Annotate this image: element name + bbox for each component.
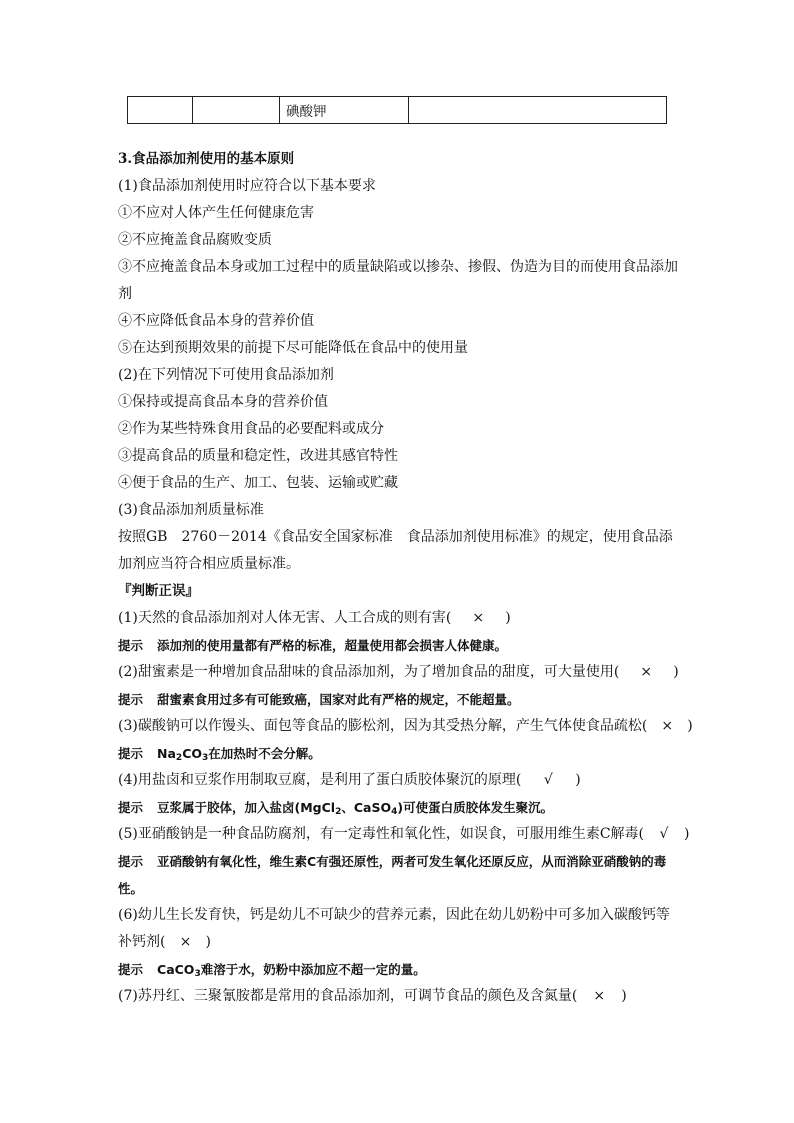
hint-text: 亚硝酸钠有氧化性，维生素C有强还原性，两者可发生氧化还原反应，从而消除亚硝酸钠的毒性。 [118,854,667,896]
close-paren: ) [505,610,511,626]
section-title: 3.食品添加剂使用的基本原则 [118,151,295,167]
judge-question [118,983,680,1010]
hint-text: 甜蜜素食用过多有可能致癌，国家对此有严格的规定，不能超量。 [157,692,520,707]
hint-text: Na [157,746,176,761]
close-paren: ) [684,826,690,842]
additive-table-fragment [127,96,667,124]
answer-mark: × [661,718,674,734]
list-item: ④不应降低食品本身的营养价值 [118,313,314,329]
list-item: ③不应掩盖食品本身或加工过程中的质量缺陷或以掺杂、掺假、伪造为目的而使用食品添加剂 [118,259,678,302]
subsection-heading: (3)食品添加剂质量标准 [118,502,264,518]
hint-text: CO [182,746,202,761]
answer-mark: √ [543,772,553,788]
table-cell [193,97,280,124]
list-item: ①保持或提高食品本身的营养价值 [118,394,328,410]
question-text: (7)苏丹红、三聚氰胺都是常用的食品添加剂，可调节食品的颜色及含氮量( [118,988,578,1004]
table-row [128,97,667,124]
table-cell [409,97,667,124]
document-body [118,146,693,1010]
table-cell [128,97,193,124]
hint-label: 提示 [118,962,144,977]
list-item: ④便于食品的生产、加工、包装、运输或贮藏 [118,475,398,491]
answer-mark: × [472,610,485,626]
hint-text: )可使蛋白质胶体发生聚沉。 [397,800,554,815]
subscript: 3 [202,753,209,763]
hint-text: 、CaSO [341,800,392,815]
close-paren: ) [687,718,693,734]
question-text: (1)天然的食品添加剂对人体无害、人工合成的则有害( [118,610,452,626]
answer-mark: √ [659,826,669,842]
hint-text: 豆浆属于胶体，加入盐卤(MgCl [157,800,336,815]
hint-text: 添加剂的使用量都有严格的标准，超量使用都会损害人体健康。 [157,638,508,653]
question-text: (3)碳酸钠可以作馒头、面包等食品的膨松剂，因为其受热分解，产生气体使食品疏松( [118,718,648,734]
question-text: (4)用盐卤和豆浆作用制取豆腐，是利用了蛋白质胶体聚沉的原理( [118,772,522,788]
paragraph: 按照GB 2760－2014《食品安全国家标准 食品添加剂使用标准》的规定，使用食品添加剂应当符合相应质量标准。 [118,529,673,572]
judge-question [118,713,693,740]
judge-section-title: 『判断正误』 [118,583,199,599]
subscript: 2 [335,807,342,817]
subscript: 3 [194,969,201,979]
judge-question [118,767,680,794]
list-item: ⑤在达到预期效果的前提下尽可能降低在食品中的使用量 [118,340,468,356]
answer-mark: × [179,934,192,950]
close-paren: ) [621,988,627,1004]
list-item: ②不应掩盖食品腐败变质 [118,232,272,248]
hint-text: 在加热时不会分解。 [208,746,321,761]
subsection-heading: (2)在下列情况下可使用食品添加剂 [118,367,334,383]
judge-question [118,605,680,632]
hint-line [118,686,680,713]
judge-question [118,902,680,956]
hint-label: 提示 [118,692,144,707]
judge-question [118,821,690,848]
answer-mark: × [593,988,606,1004]
hint-text: CaCO [157,962,195,977]
question-text: (2)甜蜜素是一种增加食品甜味的食品添加剂，为了增加食品的甜度，可大量使用( [118,664,620,680]
close-paren: ) [205,934,211,950]
subscript: 2 [175,753,183,763]
question-text: (6)幼儿生长发育快，钙是幼儿不可缺少的营养元素，因此在幼儿奶粉中可多加入碳酸钙等补钙剂( [118,907,670,950]
hint-line [118,632,680,659]
subscript: 4 [391,807,398,817]
hint-text: 难溶于水，奶粉中添加应不超一定的量。 [200,962,426,977]
judge-question [118,659,680,686]
hint-label: 提示 [118,800,144,815]
hint-label: 提示 [118,746,144,761]
list-item: ③提高食品的质量和稳定性，改进其感官特性 [118,448,398,464]
close-paren: ) [575,772,581,788]
list-item: ①不应对人体产生任何健康危害 [118,205,314,221]
hint-label: 提示 [118,638,144,653]
hint-line [118,794,680,821]
hint-line [118,848,680,902]
hint-line [118,956,680,983]
question-text: (5)亚硝酸钠是一种食品防腐剂，有一定毒性和氧化性，如误食，可服用维生素C解毒( [118,826,645,842]
close-paren: ) [673,664,679,680]
list-item: ②作为某些特殊食用食品的必要配料或成分 [118,421,384,437]
subsection-heading: (1)食品添加剂使用时应符合以下基本要求 [118,178,376,194]
hint-line [118,740,680,767]
hint-label: 提示 [118,854,144,869]
answer-mark: × [640,664,653,680]
table-cell: 碘酸钾 [280,97,409,124]
